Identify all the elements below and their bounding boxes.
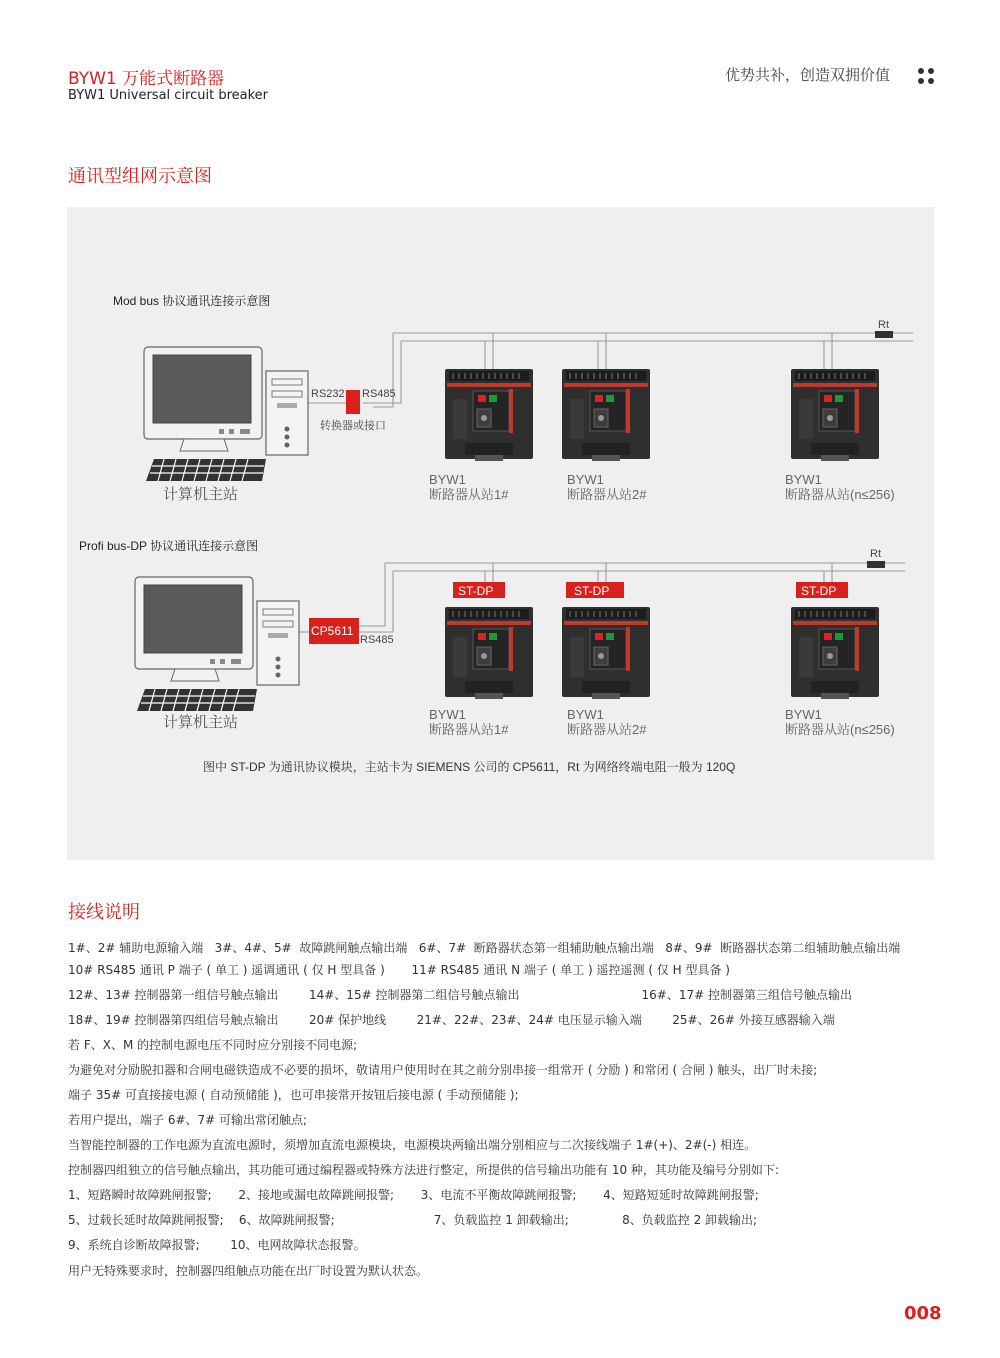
stdp-module-n: ST-DP <box>801 584 837 598</box>
diagram-note: 图中 ST-DP 为通讯协议模块，主站卡为 SIEMENS 公司的 CP5611，Rt 为网络终端电阻一般为 120Q <box>203 760 736 774</box>
dots-icon <box>916 66 936 86</box>
profibus-host-computer <box>135 577 299 711</box>
wiring-line-8: 若用户提出，端子 6#、7# 可输出常闭触点; <box>68 1113 308 1127</box>
wiring-line-2: 10# RS485 通讯 P 端子 ( 单工 ) 遥调通讯 ( 仅 H 型具备 ) 11# RS485 通讯 N 端子 ( 单工 ) 遥控遥测 ( 仅 H 型具备 ) <box>68 963 730 977</box>
network-diagram <box>67 207 934 860</box>
profibus-host-label: 计算机主站 <box>163 714 239 731</box>
profibus-station-n-label: 断路器从站(n≤256) <box>785 722 895 737</box>
converter-label: 转换器或接口 <box>320 420 386 432</box>
modbus-station-n-model: BYW1 <box>785 472 822 487</box>
wiring-section-title: 接线说明 <box>68 902 140 923</box>
wiring-line-4: 18#、19# 控制器第四组信号触点输出 20# 保护地线 21#、22#、23#、24# 电压显示输入端 25#、26# 外接互感器输入端 <box>68 1013 835 1027</box>
doc-subtitle: BYW1 Universal circuit breaker <box>68 88 269 103</box>
stdp-module-2: ST-DP <box>574 584 610 598</box>
wiring-line-9: 当智能控制器的工作电源为直流电源时，须增加直流电源模块，电源模块两输出端分别相应与二次接线端子 1#(+)、2#(-) 相连。 <box>68 1138 757 1152</box>
profibus-station-1-label: 断路器从站1# <box>429 722 509 737</box>
modbus-station-2-label: 断路器从站2# <box>567 487 647 502</box>
slogan: 优势共补，创造双拥价值 <box>725 66 891 84</box>
wiring-line-5: 若 F、X、M 的控制电源电压不同时应分别接不同电源; <box>68 1038 358 1052</box>
profibus-station-2-model: BYW1 <box>567 707 604 722</box>
doc-title: BYW1 万能式断路器 <box>68 69 225 89</box>
page-number: 008 <box>904 1303 942 1324</box>
modbus-station-2-model: BYW1 <box>567 472 604 487</box>
wiring-line-14: 用户无特殊要求时，控制器四组触点功能在出厂时设置为默认状态。 <box>68 1264 429 1278</box>
wiring-line-10: 控制器四组独立的信号触点输出，其功能可通过编程器或特殊方法进行整定，所提供的信号输出功能有 10 种，其功能及编号分别如下: <box>68 1163 779 1177</box>
modbus-title: Mod bus 协议通讯连接示意图 <box>113 294 271 308</box>
modbus-station-n-label: 断路器从站(n≤256) <box>785 487 895 502</box>
wiring-line-12: 5、过载长延时故障跳闸报警; 6、故障跳闸报警; 7、负载监控 1 卸载输出; 8、负载监控 2 卸载输出; <box>68 1213 758 1227</box>
modbus-station-1-model: BYW1 <box>429 472 466 487</box>
wiring-line-7: 端子 35# 可直接接电源 ( 自动预储能 )，也可串接常开按钮后接电源 ( 手动预储能 ); <box>68 1088 519 1102</box>
modbus-host-label: 计算机主站 <box>163 486 239 503</box>
profibus-rt-label: Rt <box>870 548 881 560</box>
cp5611-label: CP5611 <box>311 624 354 638</box>
profibus-breaker-1 <box>445 607 533 699</box>
modbus-breaker-1 <box>445 369 533 461</box>
profibus-title: Profi bus-DP 协议通讯连接示意图 <box>79 539 259 553</box>
profibus-station-2-label: 断路器从站2# <box>567 722 647 737</box>
network-diagram-panel <box>67 207 934 860</box>
wiring-line-6: 为避免对分励脱扣器和合闸电磁铁造成不必要的损坏，敬请用户使用时在其之前分别串接一组常开 ( 分励 ) 和常闭 ( 合闸 ) 触头，出厂时未接; <box>68 1063 818 1077</box>
profibus-station-1-model: BYW1 <box>429 707 466 722</box>
modbus-rs485-label: RS485 <box>362 388 396 400</box>
modbus-rt-label: Rt <box>878 319 889 331</box>
wiring-line-13: 9、系统自诊断故障报警; 10、电网故障状态报警。 <box>68 1238 366 1252</box>
profibus-breaker-n <box>791 607 879 699</box>
modbus-host-computer <box>144 347 308 481</box>
profibus-station-n-model: BYW1 <box>785 707 822 722</box>
stdp-module-1: ST-DP <box>458 584 494 598</box>
modbus-station-1-label: 断路器从站1# <box>429 487 509 502</box>
profibus-breaker-2 <box>562 607 650 699</box>
modbus-rs232-label: RS232 <box>311 388 345 400</box>
modbus-breaker-n <box>791 369 879 461</box>
network-section-title: 通讯型组网示意图 <box>68 166 212 187</box>
wiring-line-3: 12#、13# 控制器第一组信号触点输出 14#、15# 控制器第二组信号触点输出 16#、17# 控制器第三组信号触点输出 <box>68 988 852 1002</box>
modbus-breaker-2 <box>562 369 650 461</box>
profibus-rs485-label: RS485 <box>360 634 394 646</box>
wiring-line-1: 1#、2# 辅助电源输入端 3#、4#、5# 故障跳闸触点输出端 6#、7# 断路器状态第一组辅助触点输出端 8#、9# 断路器状态第二组辅助触点输出端 <box>68 941 901 955</box>
wiring-line-11: 1、短路瞬时故障跳闸报警; 2、接地或漏电故障跳闸报警; 3、电流不平衡故障跳闸报警; 4、短路短延时故障跳闸报警; <box>68 1188 759 1202</box>
